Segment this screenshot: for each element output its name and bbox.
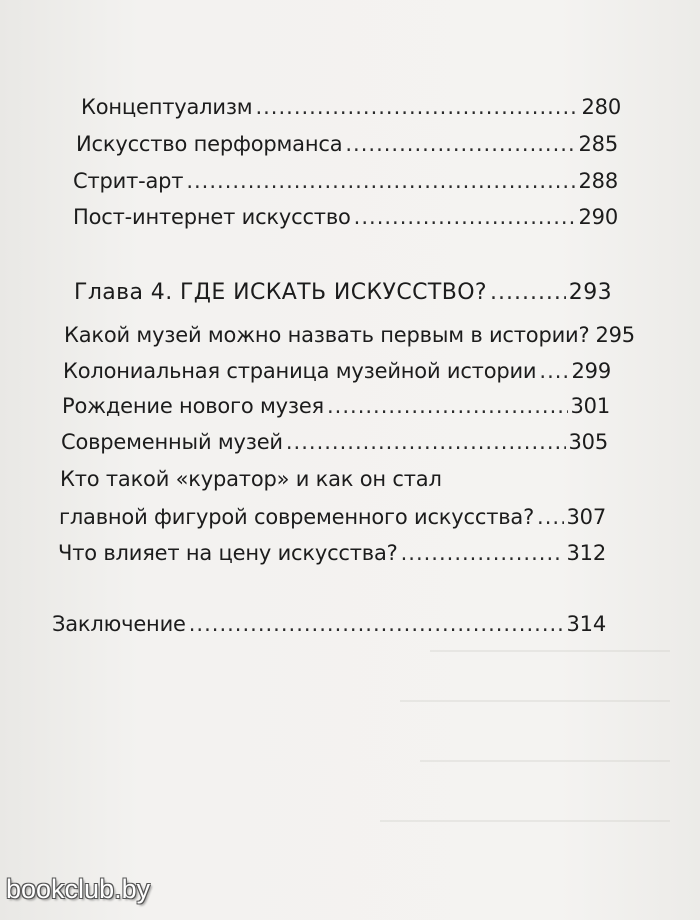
toc-entry-title: Кто такой «куратор» и как он стал: [60, 467, 442, 491]
toc-entry: [63, 359, 611, 383]
toc-entry: [81, 95, 621, 119]
leader-dots: [186, 169, 575, 193]
leader-dots: [345, 132, 575, 156]
toc-entry-page: 314: [566, 612, 606, 636]
leader-dots: [539, 359, 568, 383]
toc-entry-page: 305: [568, 430, 608, 454]
leader-dots: [401, 541, 564, 565]
toc-entry: [76, 132, 618, 156]
show-through: [420, 760, 670, 762]
toc-entry-title: Что влияет на цену искусства?: [58, 541, 398, 565]
toc-entry-page: 295: [595, 323, 635, 347]
toc-entry-title: Стрит-арт: [73, 169, 184, 193]
toc-entry-page: 288: [578, 169, 618, 193]
leader-dots: [327, 394, 568, 418]
toc-entry-title: Колониальная страница музейной истории: [63, 359, 537, 383]
leader-dots: [490, 280, 566, 305]
toc-entry-page: 301: [570, 394, 610, 418]
toc-entry: [64, 323, 635, 347]
toc-entry-title: Какой музей можно назвать первым в истории?: [64, 323, 590, 347]
leader-dots: [286, 430, 566, 454]
toc-entry: [52, 612, 606, 636]
toc-entry: [62, 394, 610, 418]
show-through: [380, 820, 670, 822]
toc-entry-title: Пост-интернет искусство: [73, 205, 351, 229]
toc-entry-page: 299: [571, 359, 611, 383]
toc-entry-title: Современный музей: [61, 430, 283, 454]
toc-entry: [60, 467, 608, 491]
toc-entry-title: Рождение нового музея: [62, 394, 324, 418]
toc-entry-title: Заключение: [52, 612, 186, 636]
toc-entry: [73, 205, 618, 229]
chapter-page: 293: [568, 280, 612, 305]
leader-dots: [354, 205, 576, 229]
show-through: [430, 650, 670, 652]
toc-entry-page: 280: [581, 95, 621, 119]
leader-dots: [255, 95, 578, 119]
toc-entry-title: Концептуализм: [81, 95, 253, 119]
toc-entry-title: главной фигурой современного искусства?: [59, 505, 535, 529]
toc-entry-page: 290: [578, 205, 618, 229]
leader-dots: [537, 505, 563, 529]
leader-dots: [189, 612, 564, 636]
toc-entry-title: Искусство перформанса: [76, 132, 343, 156]
toc-entry-page: 307: [566, 505, 606, 529]
toc-entry: [58, 541, 606, 565]
toc-entry-page: 312: [566, 541, 606, 565]
chapter-heading: [74, 280, 612, 305]
toc-entry-page: 285: [578, 132, 618, 156]
site-watermark: bookclub.by: [6, 874, 151, 904]
toc-entry: [59, 505, 606, 529]
toc-entry: [73, 169, 618, 193]
toc-entry: [61, 430, 608, 454]
show-through: [400, 700, 670, 702]
chapter-title: Глава 4. ГДЕ ИСКАТЬ ИСКУССТВО?: [74, 280, 487, 305]
